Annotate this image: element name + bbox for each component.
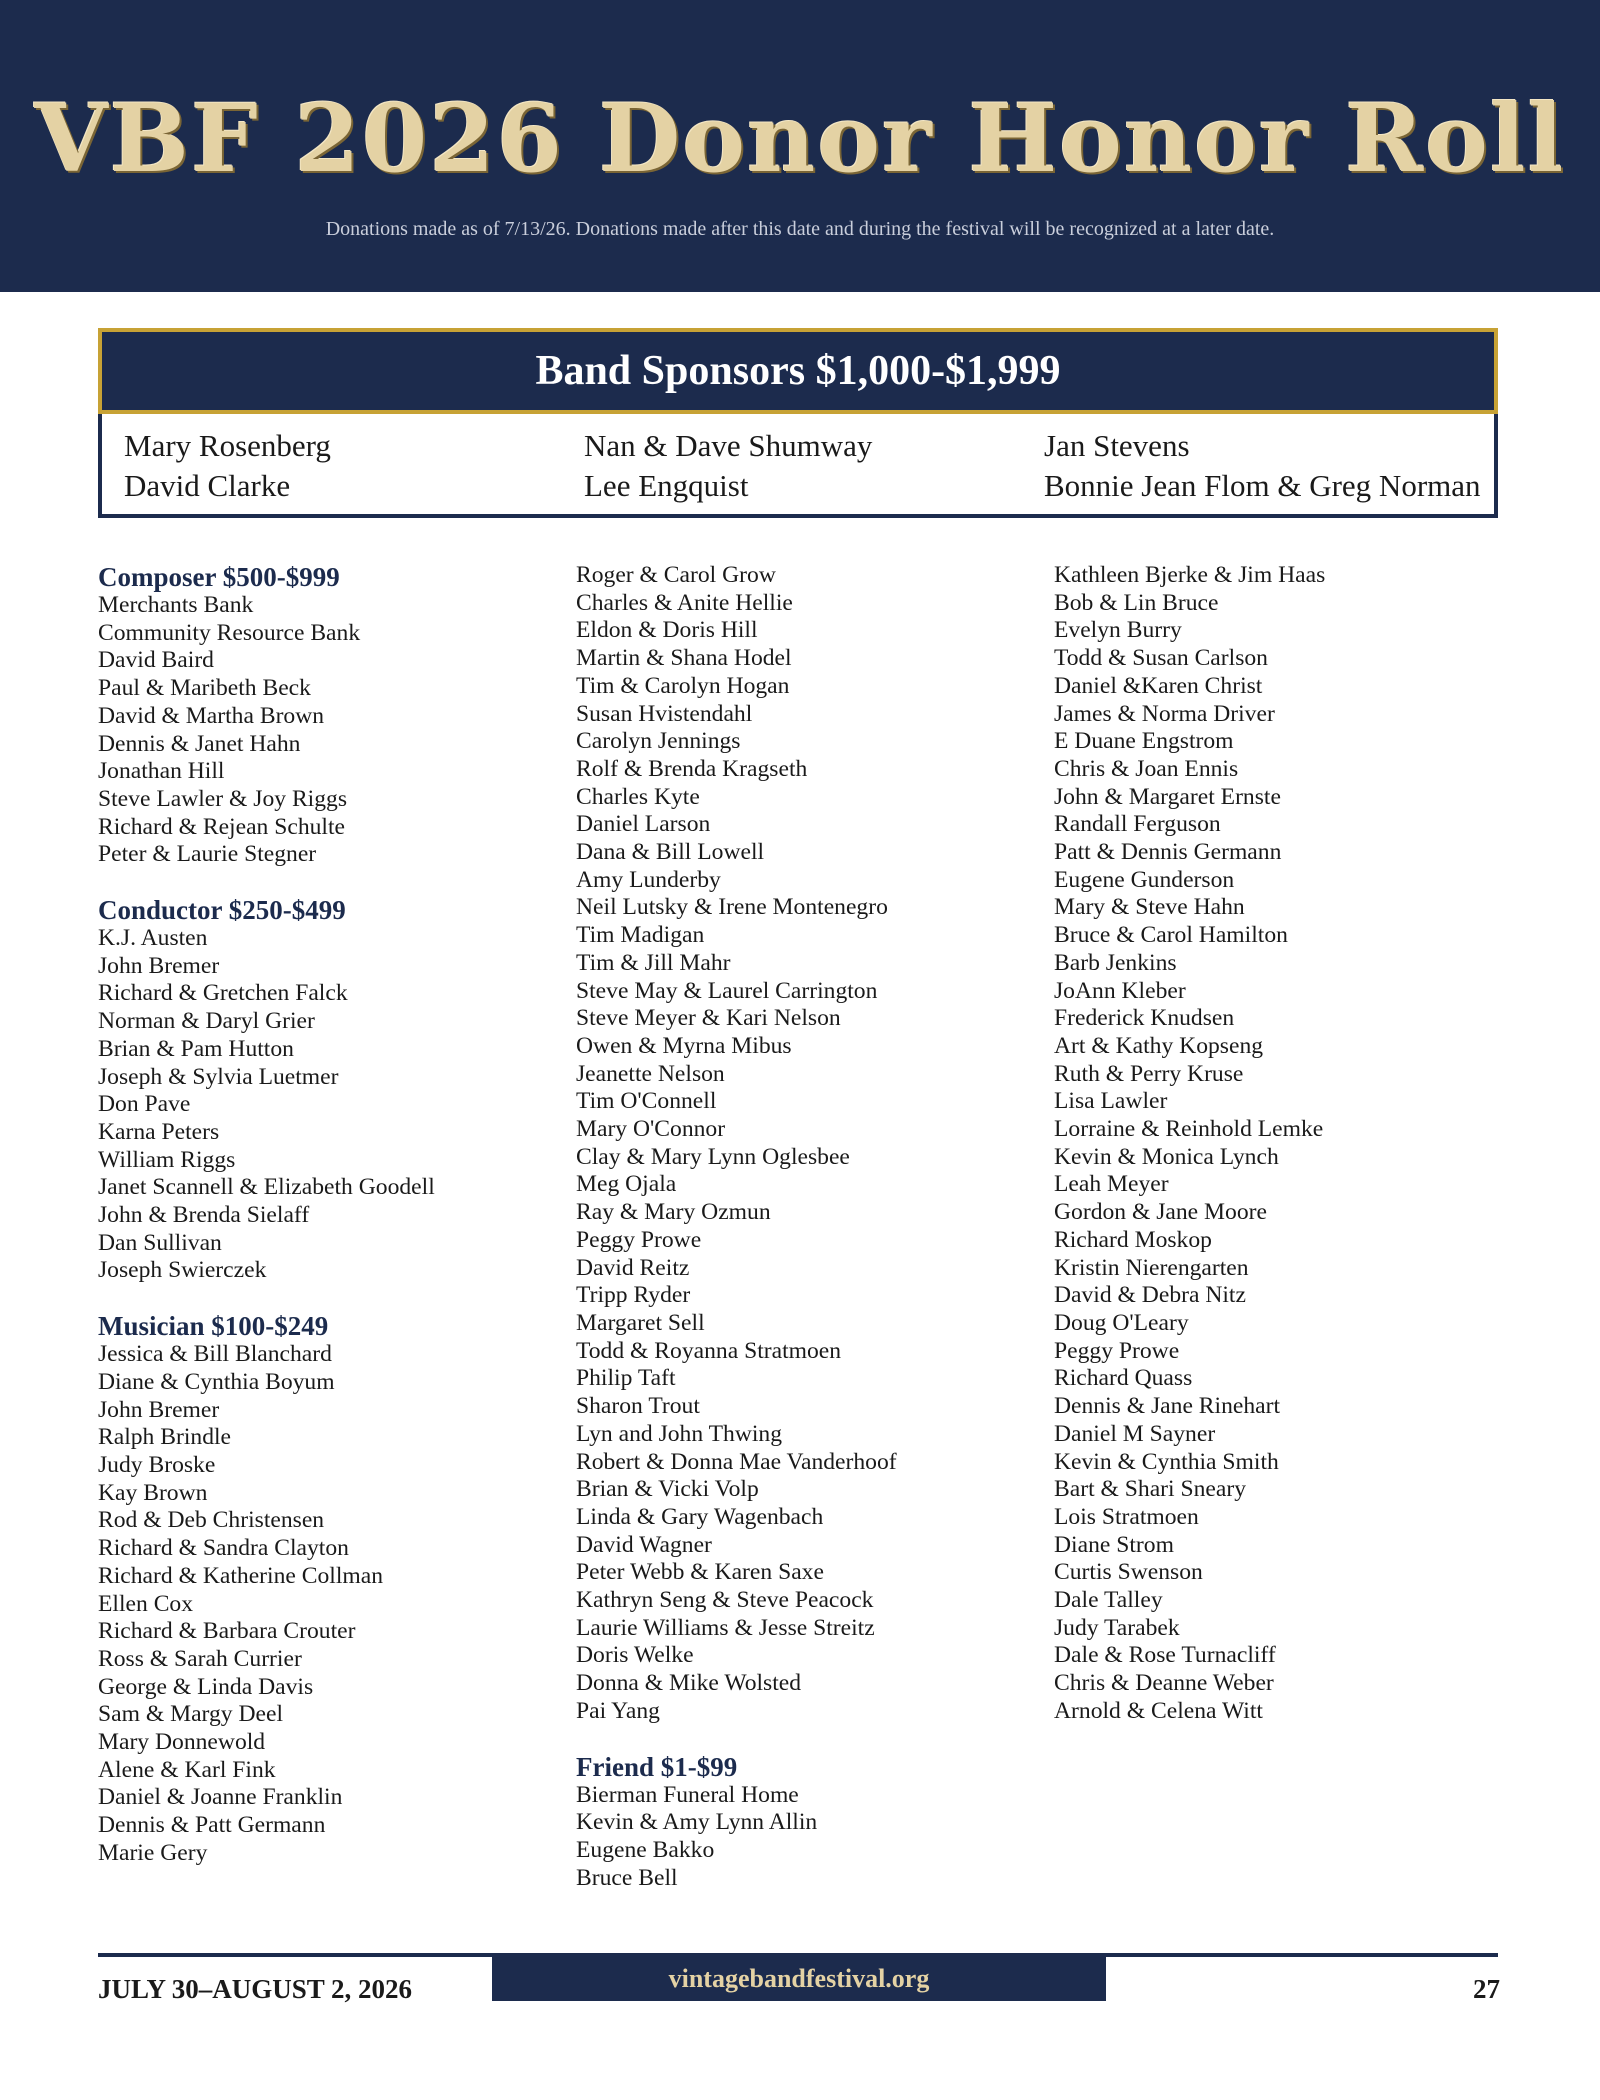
donor-name: Neil Lutsky & Irene Montenegro [576, 894, 888, 921]
donor-name: Judy Broske [98, 1451, 216, 1478]
donor-name: Martin & Shana Hodel [576, 645, 792, 672]
donor-name: Laurie Williams & Jesse Streitz [576, 1614, 875, 1641]
donor-name: Daniel & Joanne Franklin [98, 1784, 343, 1811]
donor-name: Arnold & Celena Witt [1054, 1697, 1263, 1724]
donor-name: Lorraine & Reinhold Lemke [1054, 1116, 1324, 1143]
musician-list-col1 [98, 1341, 568, 1867]
donor-name: Norman & Daryl Grier [98, 1008, 315, 1035]
footer-website-band [492, 1957, 1106, 2001]
donor-name: Janet Scannell & Elizabeth Goodell [98, 1174, 435, 1201]
donor-name: Ray & Mary Ozmun [576, 1199, 771, 1226]
donor-name: Bruce Bell [576, 1864, 678, 1891]
band-sponsors-banner [98, 328, 1498, 414]
header-band [0, 0, 1600, 292]
donor-name: Kevin & Monica Lynch [1054, 1143, 1279, 1170]
donor-name: Don Pave [98, 1091, 191, 1118]
donor-name: Art & Kathy Kopseng [1054, 1032, 1264, 1059]
donor-name: Donna & Mike Wolsted [576, 1670, 802, 1697]
donor-name: Amy Lunderby [576, 866, 721, 893]
donor-name: Marie Gery [98, 1839, 208, 1866]
donor-name: Alene & Karl Fink [98, 1756, 276, 1783]
donor-name: Margaret Sell [576, 1309, 705, 1336]
donor-name: Kevin & Amy Lynn Allin [576, 1809, 818, 1836]
sponsor-name: Mary Rosenberg [124, 428, 331, 463]
musician-list-col2 [576, 562, 1046, 1726]
donor-name: Eugene Gunderson [1054, 866, 1235, 893]
donor-name: David & Martha Brown [98, 702, 325, 729]
donor-name: Daniel M Sayner [1054, 1420, 1216, 1447]
donor-name: Daniel &Karen Christ [1054, 672, 1263, 699]
donor-name: Mary O'Connor [576, 1116, 726, 1143]
donor-name: John Bremer [98, 952, 220, 979]
donor-name: David & Debra Nitz [1054, 1282, 1246, 1309]
footer-website[interactable]: vintagebandfestival.org [668, 1964, 930, 1993]
donor-name: Carolyn Jennings [576, 728, 741, 755]
donor-name: Charles & Anite Hellie [576, 589, 793, 616]
donor-name: William Riggs [98, 1146, 236, 1173]
donor-name: Gordon & Jane Moore [1054, 1199, 1267, 1226]
composer-list [98, 592, 568, 869]
friend-heading: Friend $1-$99 [576, 1751, 738, 1782]
donor-name: Jessica & Bill Blanchard [98, 1341, 332, 1368]
donor-name: Barb Jenkins [1054, 949, 1177, 976]
donor-name: Curtis Swenson [1054, 1559, 1203, 1586]
donor-name: Jonathan Hill [98, 758, 225, 785]
donor-name: David Reitz [576, 1254, 690, 1281]
friend-list-col3 [1054, 562, 1524, 1726]
donor-name: Ellen Cox [98, 1590, 194, 1617]
donor-name: Randall Ferguson [1054, 811, 1221, 838]
donor-name: Pai Yang [576, 1697, 660, 1724]
donor-name: Richard & Rejean Schulte [98, 813, 346, 840]
donor-name: Merchants Bank [98, 592, 254, 618]
donor-name: Kathryn Seng & Steve Peacock [576, 1587, 874, 1614]
musician-heading: Musician $100-$249 [98, 1311, 329, 1342]
donor-name: Dennis & Janet Hahn [98, 730, 301, 757]
donor-name: Robert & Donna Mae Vanderhoof [576, 1448, 897, 1475]
donor-name: Bruce & Carol Hamilton [1054, 922, 1288, 949]
page-title: VBF 2026 Donor Honor Roll [34, 84, 1566, 194]
donor-name: Meg Ojala [576, 1171, 677, 1198]
friend-list-col2 [576, 1782, 1046, 1893]
donor-name: Richard Moskop [1054, 1226, 1212, 1253]
donor-name: Mary Donnewold [98, 1729, 266, 1756]
donor-name: Evelyn Burry [1054, 617, 1182, 644]
donor-name: Kevin & Cynthia Smith [1054, 1448, 1279, 1475]
donor-name: Dan Sullivan [98, 1229, 222, 1256]
donor-name: Owen & Myrna Mibus [576, 1032, 792, 1059]
donor-name: Charles Kyte [576, 783, 700, 810]
donor-name: Steve May & Laurel Carrington [576, 977, 878, 1004]
donor-name: Bart & Shari Sneary [1054, 1476, 1246, 1503]
donor-name: Ruth & Perry Kruse [1054, 1060, 1244, 1087]
donor-name: Rolf & Brenda Kragseth [576, 755, 808, 782]
donor-name: Steve Lawler & Joy Riggs [98, 785, 348, 812]
donor-name: Tim Madigan [576, 922, 705, 949]
donor-name: Chris & Deanne Weber [1054, 1670, 1274, 1697]
donor-name: Clay & Mary Lynn Oglesbee [576, 1143, 850, 1170]
donor-name: Ralph Brindle [98, 1424, 232, 1451]
donor-name: Judy Tarabek [1054, 1614, 1180, 1641]
composer-heading: Composer $500-$999 [98, 562, 340, 592]
donor-name: Karna Peters [98, 1118, 220, 1145]
donor-name: Dennis & Jane Rinehart [1054, 1393, 1281, 1420]
donor-name: Dale Talley [1054, 1587, 1163, 1614]
donor-name: Richard Quass [1054, 1365, 1193, 1392]
donor-name: David Baird [98, 647, 214, 674]
conductor-list [98, 925, 568, 1285]
donor-name: Richard & Katherine Collman [98, 1562, 384, 1589]
footer-dates: JULY 30–AUGUST 2, 2026 [98, 1974, 413, 2004]
donor-name: Tim & Jill Mahr [576, 949, 731, 976]
donor-name: Richard & Sandra Clayton [98, 1535, 349, 1562]
donor-name: Mary & Steve Hahn [1054, 894, 1245, 921]
donor-name: Community Resource Bank [98, 619, 361, 646]
donor-name: Bob & Lin Bruce [1054, 589, 1219, 616]
donor-name: Linda & Gary Wagenbach [576, 1503, 824, 1530]
page-subtitle: Donations made as of 7/13/26. Donations made after this date and during the festival will be recognized at a later date. [325, 218, 1275, 240]
band-sponsors-names [122, 428, 1482, 512]
donor-name: Peggy Prowe [1054, 1337, 1180, 1364]
sponsor-name: Jan Stevens [1044, 428, 1190, 463]
donor-name: Daniel Larson [576, 811, 711, 838]
donor-name: Peter Webb & Karen Saxe [576, 1559, 824, 1586]
donor-name: K.J. Austen [98, 925, 208, 952]
page-number: 27 [1473, 1974, 1500, 2004]
donor-name: Richard & Gretchen Falck [98, 980, 348, 1007]
donor-name: Jeanette Nelson [576, 1060, 725, 1087]
donor-name: Diane & Cynthia Boyum [98, 1368, 335, 1395]
donor-name: Dana & Bill Lowell [576, 839, 765, 866]
donor-name: Kristin Nierengarten [1054, 1254, 1249, 1281]
donor-name: Dennis & Patt Germann [98, 1812, 326, 1839]
donor-name: Doug O'Leary [1054, 1309, 1189, 1336]
donor-name: Joseph & Sylvia Luetmer [98, 1063, 339, 1090]
donor-name: Patt & Dennis Germann [1054, 839, 1282, 866]
donor-name: Steve Meyer & Kari Nelson [576, 1005, 841, 1032]
donor-name: David Wagner [576, 1531, 712, 1558]
sponsor-name: Bonnie Jean Flom & Greg Norman [1044, 468, 1481, 503]
donor-name: Diane Strom [1054, 1531, 1174, 1558]
donor-name: Roger & Carol Grow [576, 562, 776, 588]
donor-name: Sharon Trout [576, 1393, 700, 1420]
donor-name: Tripp Ryder [576, 1282, 691, 1309]
donor-name: Richard & Barbara Crouter [98, 1618, 356, 1645]
donor-name: Rod & Deb Christensen [98, 1507, 325, 1534]
donor-name: Brian & Pam Hutton [98, 1035, 294, 1062]
donor-name: Eldon & Doris Hill [576, 617, 758, 644]
band-sponsors-heading: Band Sponsors $1,000-$1,999 [535, 348, 1061, 394]
donor-name: Ross & Sarah Currier [98, 1645, 302, 1672]
sponsor-name: Lee Engquist [584, 468, 749, 503]
donor-name: Todd & Royanna Stratmoen [576, 1337, 842, 1364]
donor-name: Philip Taft [576, 1365, 676, 1392]
donor-name: JoAnn Kleber [1054, 977, 1186, 1004]
donor-name: Peter & Laurie Stegner [98, 841, 317, 868]
donor-name: Kay Brown [98, 1479, 208, 1506]
donor-name: Eugene Bakko [576, 1836, 715, 1863]
donor-column-3 [1054, 562, 1524, 1726]
donor-name: Chris & Joan Ennis [1054, 755, 1239, 782]
donor-name: Tim O'Connell [576, 1088, 717, 1115]
donor-name: Kathleen Bjerke & Jim Haas [1054, 562, 1326, 588]
donor-name: Frederick Knudsen [1054, 1005, 1235, 1032]
sponsor-name: David Clarke [124, 468, 291, 503]
donor-name: Brian & Vicki Volp [576, 1476, 759, 1503]
band-sponsors-box [98, 328, 1498, 518]
donor-name: Todd & Susan Carlson [1054, 645, 1268, 672]
donor-name: Dale & Rose Turnacliff [1054, 1642, 1276, 1669]
donor-name: Lois Stratmoen [1054, 1503, 1199, 1530]
donor-name: John Bremer [98, 1396, 220, 1423]
donor-name: Susan Hvistendahl [576, 700, 753, 727]
donor-name: John & Brenda Sielaff [98, 1202, 310, 1229]
donor-name: Doris Welke [576, 1642, 694, 1669]
donor-name: Lyn and John Thwing [576, 1420, 783, 1447]
donor-name: John & Margaret Ernste [1054, 783, 1281, 810]
donor-name: Joseph Swierczek [98, 1257, 267, 1284]
donor-name: Tim & Carolyn Hogan [576, 672, 790, 699]
donor-column-2 [576, 562, 1046, 1892]
donor-column-1 [98, 562, 568, 1868]
conductor-heading: Conductor $250-$499 [98, 895, 346, 926]
donor-name: Paul & Maribeth Beck [98, 675, 311, 702]
donor-name: Bierman Funeral Home [576, 1781, 799, 1808]
donor-name: Leah Meyer [1054, 1171, 1169, 1198]
donor-name: E Duane Engstrom [1054, 728, 1234, 755]
sponsor-name: Nan & Dave Shumway [584, 428, 873, 463]
donor-name: Peggy Prowe [576, 1226, 702, 1253]
donor-name: George & Linda Davis [98, 1673, 314, 1700]
donor-name: James & Norma Driver [1054, 700, 1275, 727]
donor-name: Sam & Margy Deel [98, 1701, 284, 1728]
donor-name: Lisa Lawler [1054, 1088, 1168, 1115]
